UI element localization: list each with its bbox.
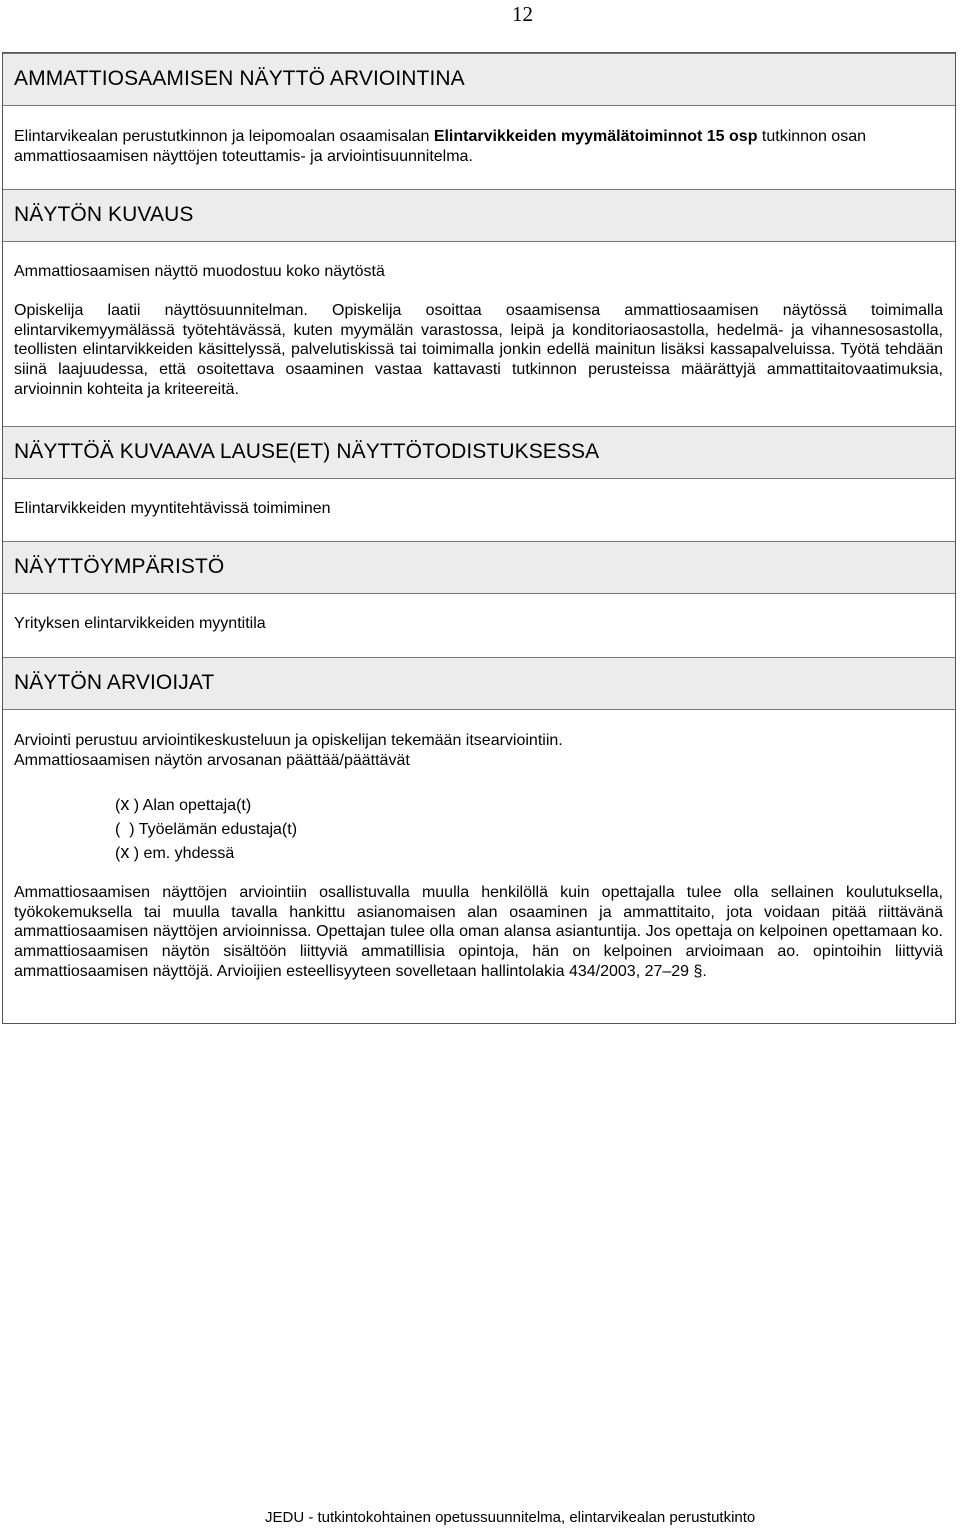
- description-band: [3, 189, 955, 242]
- intro-bold: Elintarvikkeiden myymälätoiminnot 15 osp: [433, 128, 758, 145]
- option-mark: x: [120, 842, 130, 862]
- environment-text: Yrityksen elintarvikkeiden myyntitila: [14, 615, 266, 632]
- option-mark: x: [120, 794, 130, 814]
- statement-band: [3, 426, 955, 479]
- intro-part2: tutkinnon osan ammattiosaamisen näyttöjen toteuttamis- ja arviointisuunnitelma.: [14, 128, 866, 165]
- assessors-line2: Ammattiosaamisen näytön arvosanan päättää/päättävät: [14, 752, 410, 769]
- description-body: Opiskelija laatii näyttösuunnitelman. Opiskelija osoittaa osaamisensa ammattiosaamisen näytössä toimimalla elintarvikemyymälässä työtehtävässä, kuten myymälän varastossa, leipä ja konditoriaosastolla, hedelmä- ja vihannesosastolla, teollisten elintarvikkeiden käsittelyssä, palvelutiskissä tai toimimalla jonkin edellä mainitun lisäksi kassapalveluissa. Työtä tehdään siinä laajuudessa, että osoitettava osaaminen vastaa kattavasti tutkinnon perusteissa määrättyjä ammattitaitovaatimuksia, arvioinnin kohteita ja kriteereitä.: [14, 302, 943, 398]
- main-title-band: [3, 53, 955, 106]
- option-label: em. yhdessä: [143, 845, 235, 862]
- option-label: Työelämän edustaja(t): [138, 821, 298, 838]
- assessor-options: [115, 793, 297, 865]
- footer: JEDU - tutkintokohtainen opetussuunnitelma, elintarvikealan perustutkinto: [265, 1509, 756, 1526]
- environment-band: [3, 541, 955, 594]
- intro-part1: Elintarvikealan perustutkinnon ja leipomoalan osaamisalan: [14, 128, 434, 145]
- assessors-body: Ammattiosaamisen näyttöjen arviointiin osallistuvalla muulla henkilöllä kuin opettajalla tulee olla sellainen koulutuksella, työkokemuksella tai muulla tavalla hankittu asianomaisen alan osaaminen ja ammattitaito, jota voidaan pitää riittävänä ammattiosaamisen näyttöjen arvioinnissa. Opettajan tulee olla oman alansa asiantuntija. Jos opettaja on kelpoinen opettamaan ko. ammattiosaamisen näytön sisältöön liittyviä ammatillisia opintoja, hän on kelpoinen arvioimaan ao. opintoihin liittyviä ammattiosaamisen näyttöjä. Arvioijien esteellisyyteen sovelletaan hallintolakia 434/2003, 27–29 §.: [14, 884, 943, 980]
- description-line1: Ammattiosaamisen näyttö muodostuu koko näytöstä: [14, 263, 385, 280]
- environment-title: NÄYTTÖYMPÄRISTÖ: [14, 555, 225, 578]
- intro-text: [14, 127, 943, 166]
- statement-title: NÄYTTÖÄ KUVAAVA LAUSE(ET) NÄYTTÖTODISTUKSESSA: [14, 440, 600, 463]
- option-together: (x ) em. yhdessä: [115, 842, 235, 862]
- assessment-plan-frame: [2, 52, 956, 1024]
- option-label: Alan opettaja(t): [142, 797, 252, 814]
- option-worklife: ( ) Työelämän edustaja(t): [115, 821, 298, 838]
- page-number: 12: [512, 2, 533, 26]
- assessors-line1: Arviointi perustuu arviointikeskusteluun ja opiskelijan tekemään itsearviointiin.: [14, 732, 563, 749]
- statement-text: Elintarvikkeiden myyntitehtävissä toimiminen: [14, 500, 331, 517]
- main-title: AMMATTIOSAAMISEN NÄYTTÖ ARVIOINTINA: [14, 67, 465, 90]
- description-title: NÄYTÖN KUVAUS: [14, 203, 194, 226]
- assessors-title: NÄYTÖN ARVIOIJAT: [14, 671, 215, 694]
- assessors-band: [3, 657, 955, 710]
- option-teacher: (x ) Alan opettaja(t): [115, 794, 252, 814]
